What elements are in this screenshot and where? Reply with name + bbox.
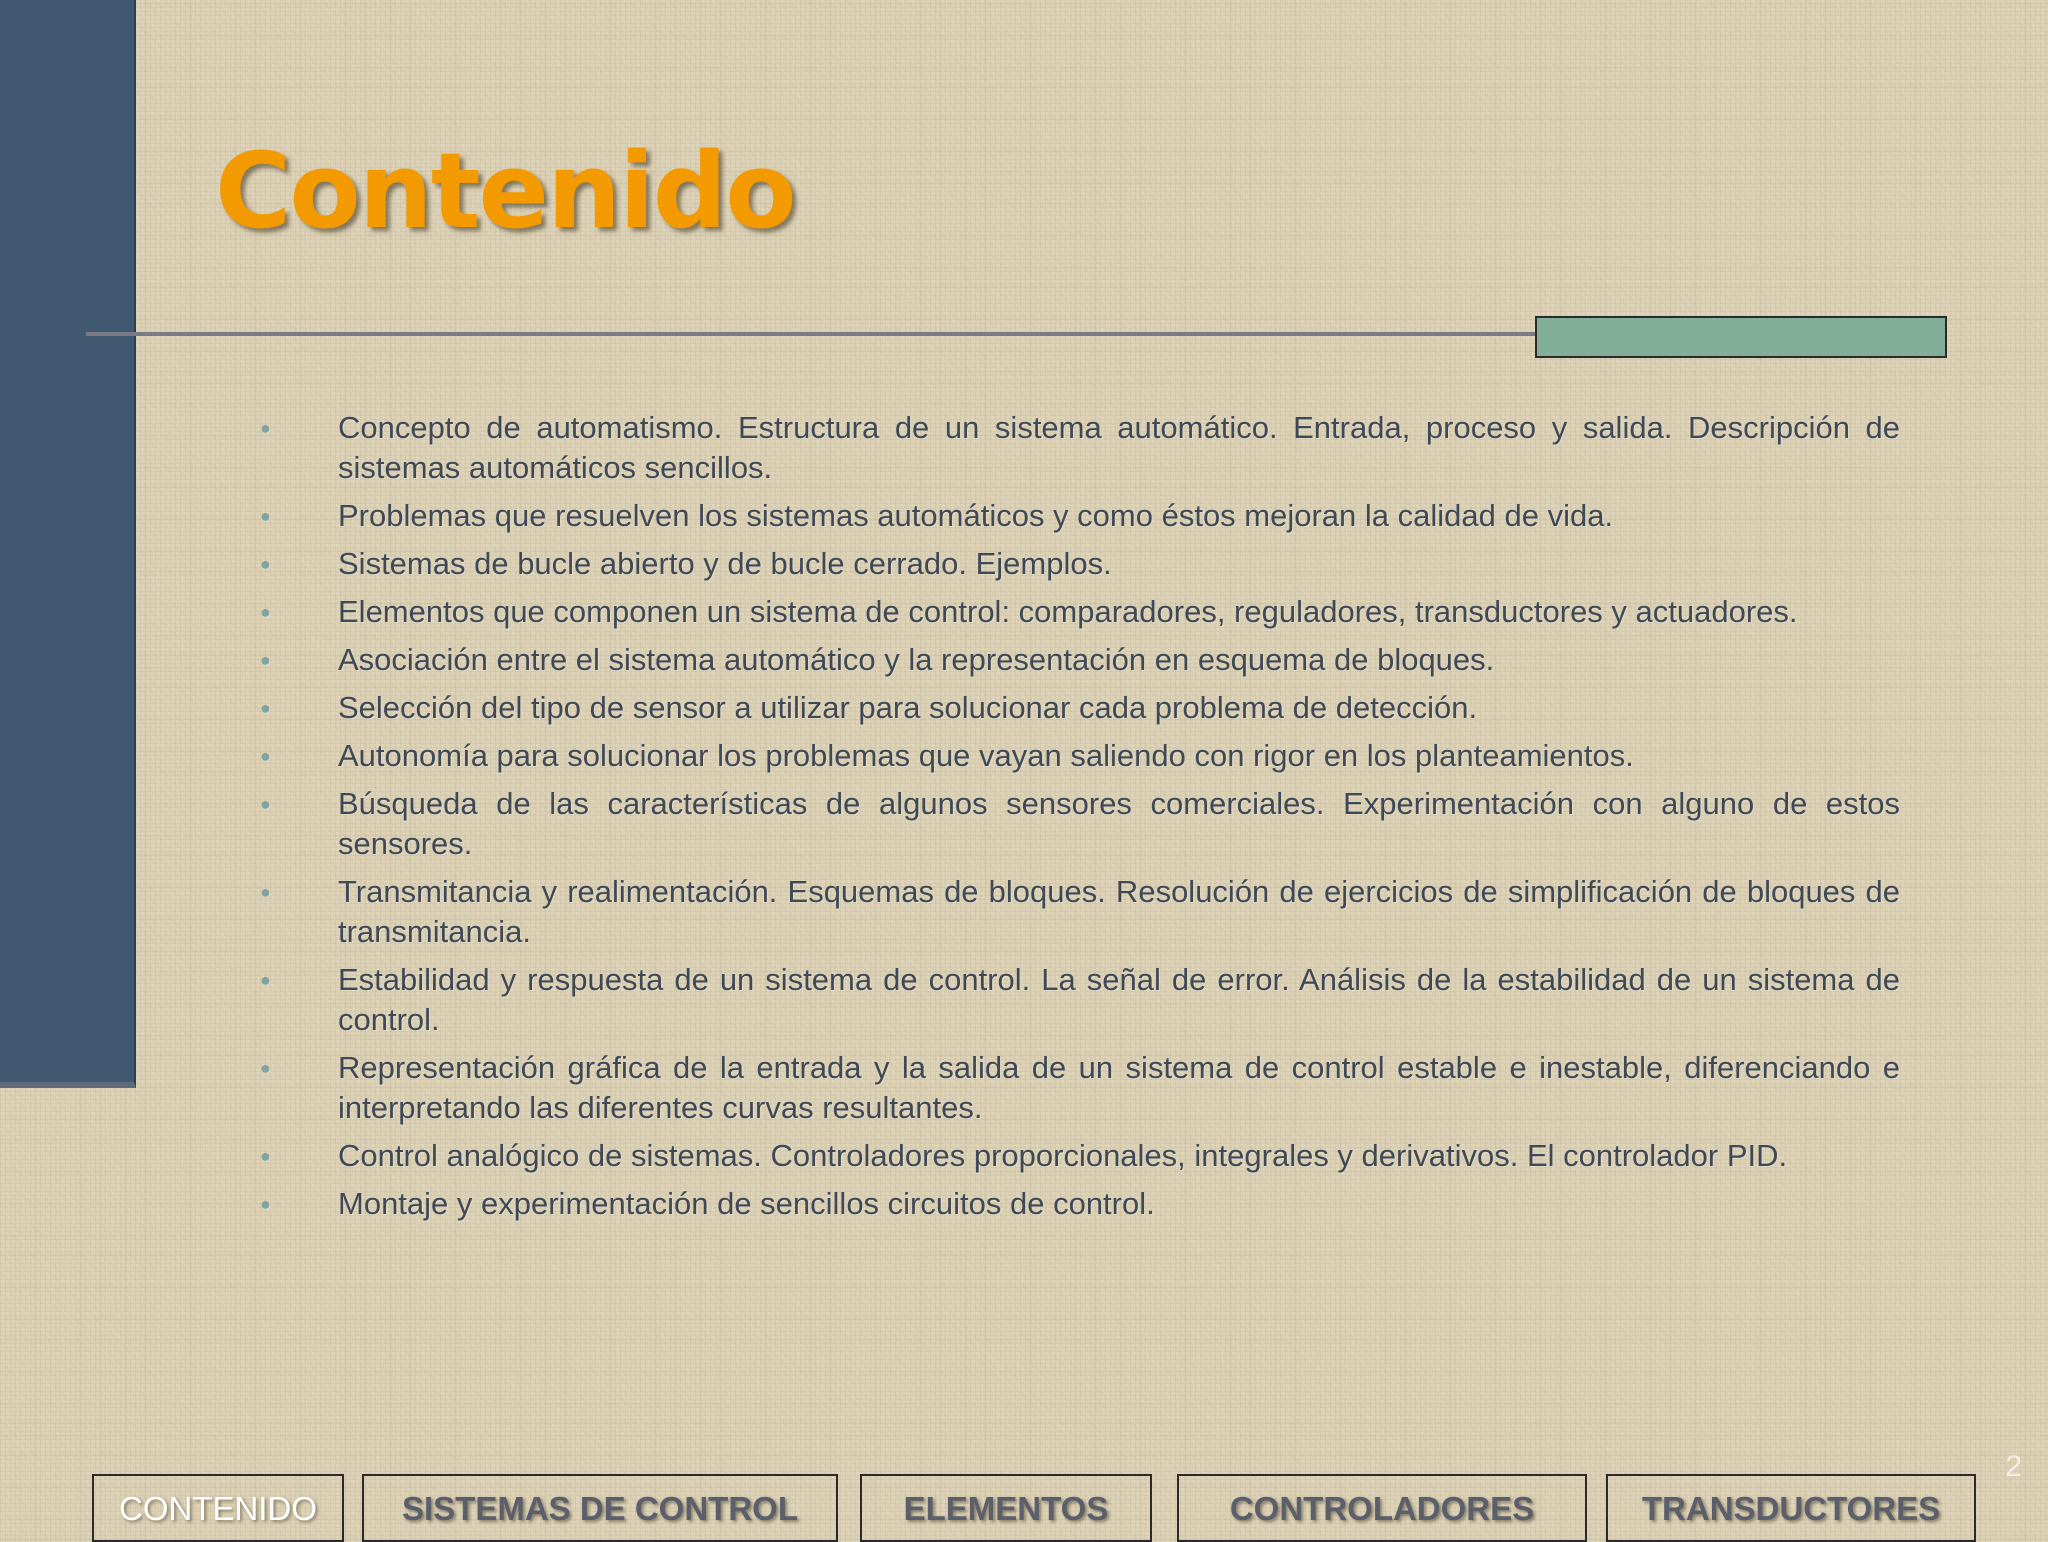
bullet-icon: ●: [260, 554, 271, 574]
nav-button-contenido[interactable]: CONTENIDO: [92, 1474, 344, 1542]
slide-title: Contenido: [215, 130, 795, 252]
bullet-icon: ●: [260, 418, 271, 438]
list-item: [260, 544, 1900, 584]
sidebar-panel: [0, 0, 136, 1088]
bullet-icon: ●: [260, 602, 271, 622]
list-item-text: Estabilidad y respuesta de un sistema de control. La señal de error. Análisis de la estabilidad de un sistema de control.: [338, 962, 1900, 1037]
page-number: 2: [2005, 1450, 2022, 1483]
list-item: [260, 872, 1900, 952]
content-list: [260, 408, 1900, 1232]
nav-button-transductores[interactable]: TRANSDUCTORES: [1606, 1474, 1976, 1542]
accent-box: [1535, 316, 1947, 358]
list-item: [260, 1184, 1900, 1224]
bullet-icon: ●: [260, 1058, 271, 1078]
list-item-text: Problemas que resuelven los sistemas automáticos y como éstos mejoran la calidad de vida.: [338, 498, 1614, 533]
list-item: [260, 960, 1900, 1040]
list-item: [260, 1136, 1900, 1176]
list-item-text: Búsqueda de las características de algunos sensores comerciales. Experimentación con alguno de estos sensores.: [338, 786, 1900, 861]
list-item-text: Autonomía para solucionar los problemas que vayan saliendo con rigor en los planteamientos.: [338, 738, 1634, 773]
list-item: [260, 592, 1900, 632]
list-item-text: Asociación entre el sistema automático y la representación en esquema de bloques.: [338, 642, 1495, 677]
list-item-text: Selección del tipo de sensor a utilizar para solucionar cada problema de detección.: [338, 690, 1478, 725]
bullet-icon: ●: [260, 506, 271, 526]
nav-button-sistemas-de-control[interactable]: SISTEMAS DE CONTROL: [362, 1474, 838, 1542]
list-item-text: Representación gráfica de la entrada y la salida de un sistema de control estable e inestable, diferenciando e interpretando las diferentes curvas resultantes.: [338, 1050, 1900, 1125]
list-item: [260, 784, 1900, 864]
bullet-icon: ●: [260, 1194, 271, 1214]
list-item: [260, 688, 1900, 728]
bullet-icon: ●: [260, 1146, 271, 1166]
list-item-text: Control analógico de sistemas. Controladores proporcionales, integrales y derivativos. El controlador PID.: [338, 1138, 1788, 1173]
list-item: [260, 736, 1900, 776]
list-item: [260, 408, 1900, 488]
list-item-text: Transmitancia y realimentación. Esquemas de bloques. Resolución de ejercicios de simplificación de bloques de transmitancia.: [338, 874, 1900, 949]
list-item-text: Concepto de automatismo. Estructura de un sistema automático. Entrada, proceso y salida. Descripción de sistemas automáticos sencillos.: [338, 410, 1900, 485]
nav-button-elementos[interactable]: ELEMENTOS: [860, 1474, 1152, 1542]
list-item-text: Montaje y experimentación de sencillos circuitos de control.: [338, 1186, 1155, 1221]
list-item: [260, 1048, 1900, 1128]
list-item: [260, 496, 1900, 536]
nav-button-controladores[interactable]: CONTROLADORES: [1177, 1474, 1587, 1542]
bullet-icon: ●: [260, 970, 271, 990]
bullet-icon: ●: [260, 794, 271, 814]
bullet-icon: ●: [260, 698, 271, 718]
bottom-nav: [0, 1474, 2048, 1536]
list-item-text: Sistemas de bucle abierto y de bucle cerrado. Ejemplos.: [338, 546, 1112, 581]
list-item-text: Elementos que componen un sistema de control: comparadores, reguladores, transductores y actuadores.: [338, 594, 1798, 629]
bullet-icon: ●: [260, 746, 271, 766]
bullet-icon: ●: [260, 882, 271, 902]
list-item: [260, 640, 1900, 680]
bullet-icon: ●: [260, 650, 271, 670]
